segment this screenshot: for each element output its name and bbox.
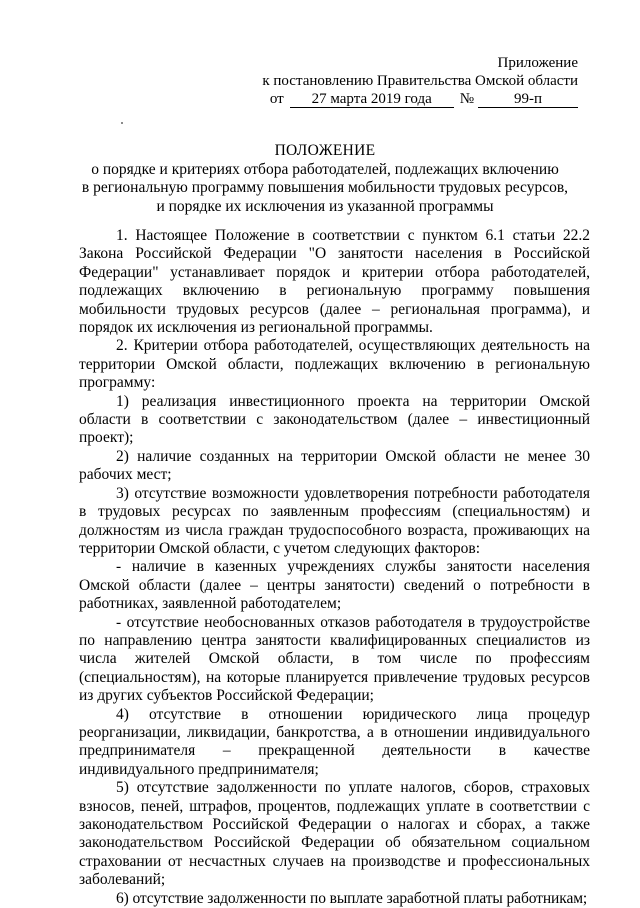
document-title (60, 142, 590, 216)
title-sub-2: в региональную программу повышения мобильности трудовых ресурсов, (81, 179, 569, 196)
date-prefix: от (269, 91, 284, 107)
title-main: ПОЛОЖЕНИЕ (274, 142, 376, 159)
criterion-2: 2) наличие созданных на территории Омской области не менее 30 рабочих мест; (79, 447, 590, 484)
criterion-6: 6) отсутствие задолженности по выплате заработной платы работникам; (116, 889, 588, 907)
date-value: 27 марта 2019 года (290, 92, 454, 108)
criterion-4: 4) отсутствие в отношении юридического лица процедур реорганизации, ликвидации, банкротства, а в отношении индивидуального предпринимателя – прекращенной деятельности в качестве индивидуального предпринимателя; (79, 705, 590, 778)
number-label: № (459, 91, 474, 107)
title-sub-1: о порядке и критериях отбора работодателей, подлежащих включению (91, 160, 559, 178)
criterion-1: 1) реализация инвестиционного проекта на территории Омской области в соответствии с законодательством (далее – инвестиционный проект); (79, 392, 590, 447)
paragraph-1: 1. Настоящее Положение в соответствии с пунктом 6.1 статьи 22.2 Закона Российской Федерации "О занятости населения в Российской Федерации" устанавливает порядок и критерии отбора работодателей, подлежащих включению в региональную программу повышения мобильности трудовых ресурсов (далее – региональная программа), и порядок их исключения из региональной программы. (79, 227, 590, 337)
factor-1: - наличие в казенных учреждениях службы занятости населения Омской области (далее – центры занятости) сведений о потребности в работниках, заявленной работодателем; (79, 558, 590, 613)
appendix-header (238, 54, 578, 108)
number-value: 99-п (478, 92, 578, 108)
appendix-label: Приложение (497, 55, 578, 71)
date-number-line (238, 90, 578, 108)
scan-dot (121, 122, 123, 124)
document-body (79, 227, 590, 908)
resolution-reference: к постановлению Правительства Омской области (262, 73, 578, 89)
title-sub-3: и порядке их исключения из указанной программы (156, 197, 494, 215)
factor-2: - отсутствие необоснованных отказов работодателя в трудоустройстве по направлению центра занятости квалифицированных специалистов из числа жителей Омской области, в том числе по профессиям (специальностям), на которые планируется привлечение трудовых ресурсов из других субъектов Российской Федерации; (79, 613, 590, 705)
criterion-5: 5) отсутствие задолженности по уплате налогов, сборов, страховых взносов, пеней, штрафов, процентов, подлежащих уплате в соответствии с законодательством Российской Федерации о налогах и сборах, а также законодательством Российской Федерации об обязательном социальном страховании от несчастных случаев на производстве и профессиональных заболеваний; (79, 779, 590, 889)
paragraph-2: 2. Критерии отбора работодателей, осуществляющих деятельность на территории Омской области, подлежащих включению в региональную программу: (79, 337, 590, 392)
criterion-3: 3) отсутствие возможности удовлетворения потребности работодателя в трудовых ресурсах по заявленным профессиям (специальностям) и должностям из числа граждан трудоспособного возраста, проживающих на территории Омской области, с учетом следующих факторов: (79, 484, 590, 557)
